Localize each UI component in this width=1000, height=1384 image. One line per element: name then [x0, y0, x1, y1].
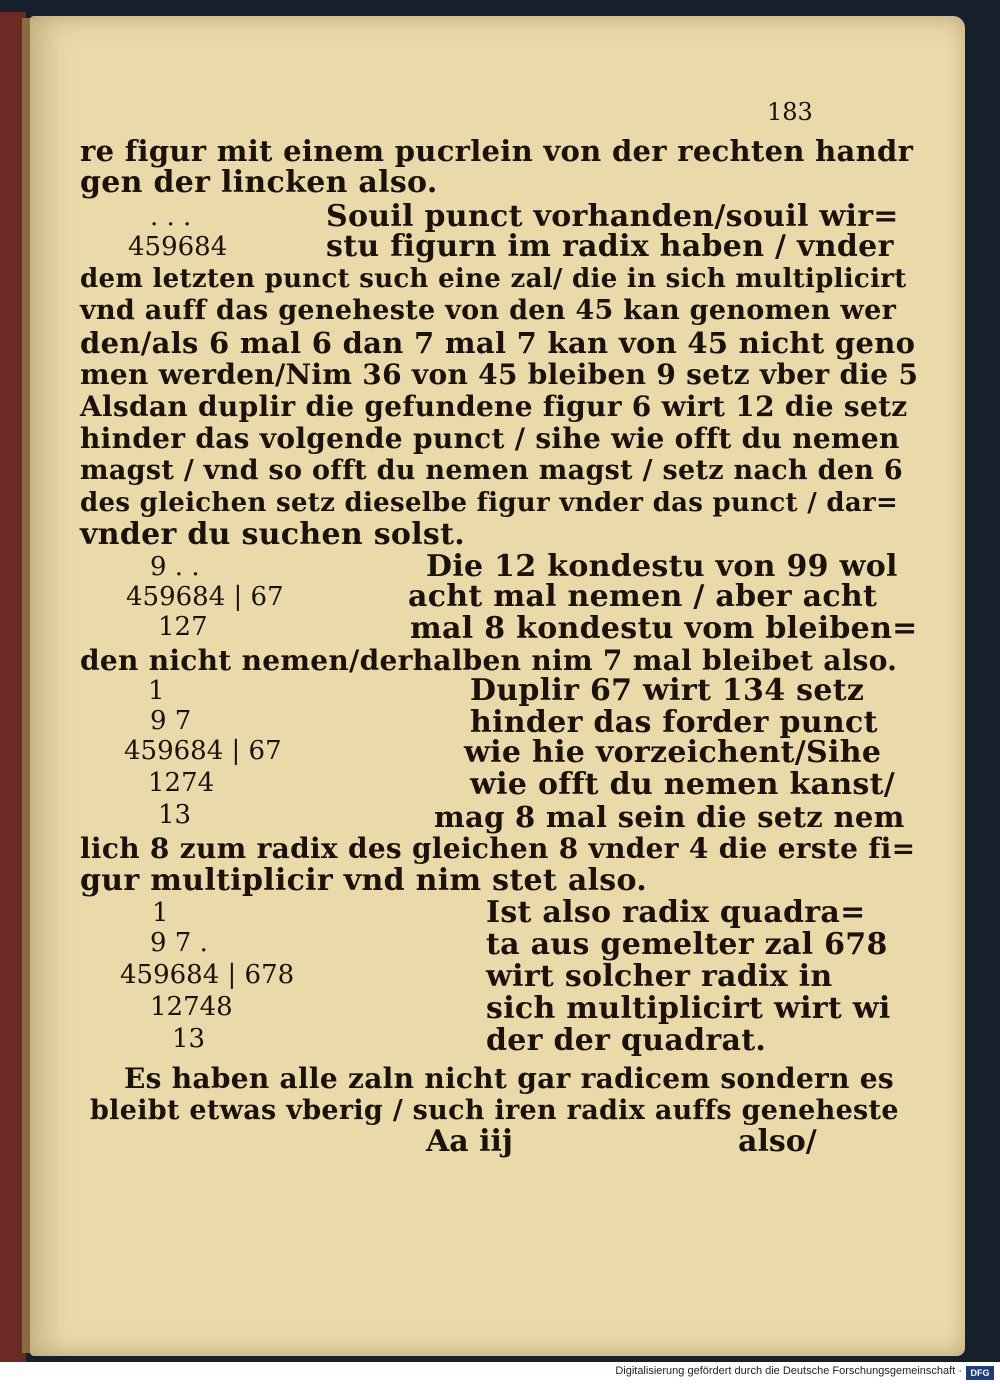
- figure-number: 459684 | 67: [126, 582, 284, 612]
- text-line: wirt solcher radix in: [486, 959, 833, 994]
- text-line: den/als 6 mal 6 dan 7 mal 7 kan von 45 nicht geno: [80, 326, 916, 360]
- figure-number: 459684 | 678: [120, 960, 295, 990]
- figure-number: 13: [172, 1024, 206, 1054]
- text-line: men werden/Nim 36 von 45 bleiben 9 setz vber die 5: [80, 358, 919, 391]
- text-line: mal 8 kondestu vom bleiben=: [410, 611, 918, 646]
- text-line: Alsdan duplir die gefundene figur 6 wirt 12 die setz: [80, 390, 908, 423]
- dfg-logo-icon: DFG: [966, 1366, 994, 1380]
- figure-dots: 9 . .: [150, 552, 200, 582]
- signature-mark: Aa iij: [426, 1124, 513, 1159]
- text-line: Duplir 67 wirt 134 setz: [470, 673, 865, 708]
- text-line: sich multiplicirt wirt wi: [486, 991, 891, 1026]
- text-line: vnd auff das geneheste von den 45 kan genomen wer: [80, 295, 897, 326]
- figure-number: 459684: [128, 232, 228, 262]
- text-line: des gleichen setz dieselbe figur vnder das punct / dar=: [80, 488, 899, 518]
- text-line: gur multiplicir vnd nim stet also.: [80, 863, 647, 898]
- figure-number: 9 7 .: [150, 928, 208, 958]
- text-line: Ist also radix quadra=: [486, 895, 866, 930]
- text-line: vnder du suchen solst.: [80, 517, 465, 552]
- text-line: acht mal nemen / aber acht: [408, 579, 878, 614]
- figure-number: 1274: [148, 768, 215, 798]
- text-line: wie hie vorzeichent/Sihe: [464, 735, 882, 770]
- figure-number: 459684 | 67: [124, 736, 282, 766]
- text-line: hinder das volgende punct / sihe wie offt du nemen: [80, 422, 900, 455]
- text-line: Es haben alle zaln nicht gar radicem sondern es: [124, 1062, 894, 1095]
- figure-number: 127: [158, 612, 208, 642]
- text-line: magst / vnd so offt du nemen magst / setz nach den 6: [80, 455, 904, 486]
- footer-credit: Digitalisierung gefördert durch die Deutsche Forschungsgemeinschaft ·: [615, 1365, 962, 1377]
- text-line: wie offt du nemen kanst/: [470, 767, 896, 802]
- text-line: mag 8 mal sein die setz nem: [434, 800, 905, 834]
- figure-number: 1: [148, 676, 165, 706]
- figure-number: 13: [158, 800, 192, 830]
- text-line: lich 8 zum radix des gleichen 8 vnder 4 die erste fi=: [80, 832, 916, 865]
- text-line: stu figurn im radix haben / vnder: [326, 229, 894, 264]
- text-line: dem letzten punct such eine zal/ die in sich multiplicirt: [80, 264, 907, 294]
- text-line: re figur mit einem pucrlein von der rechten handr: [80, 134, 914, 168]
- text-line: Souil punct vorhanden/souil wir=: [326, 199, 899, 234]
- figure-number: 9 7: [150, 706, 192, 736]
- text-line: den nicht nemen/derhalben nim 7 mal bleibet also.: [80, 644, 898, 677]
- text-line: bleibt etwas vberig / such iren radix auffs geneheste: [90, 1095, 899, 1126]
- figure-number: 12748: [150, 992, 233, 1022]
- footer-bar: [0, 1362, 1000, 1384]
- text-line: der der quadrat.: [486, 1023, 767, 1058]
- page-number: 183: [767, 98, 813, 126]
- text-line: Die 12 kondestu von 99 wol: [426, 549, 898, 584]
- figure-number: 1: [152, 898, 169, 928]
- book-page: [30, 16, 965, 1356]
- text-line: gen der lincken also.: [80, 165, 438, 200]
- figure-dots: . . .: [150, 202, 192, 232]
- text-line: ta aus gemelter zal 678: [486, 927, 888, 962]
- text-line: hinder das forder punct: [470, 705, 878, 740]
- catchword: also/: [738, 1124, 817, 1159]
